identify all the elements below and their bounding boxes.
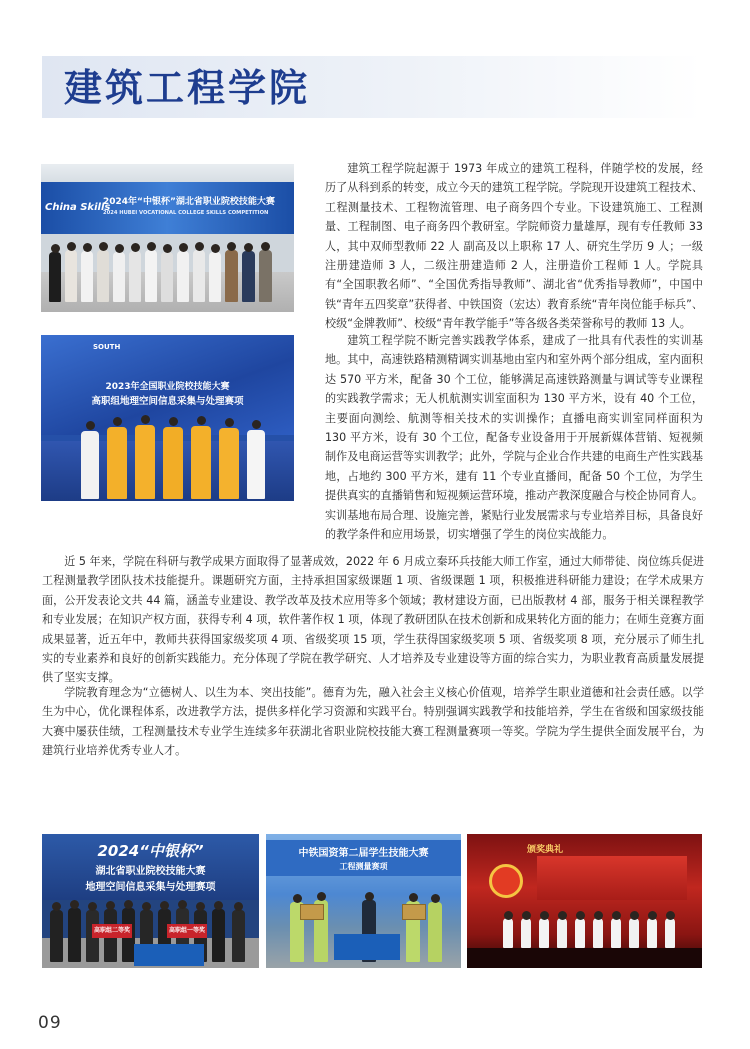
research-achievements-paragraph: 近 5 年来，学院在科研与教学成果方面取得了显著成效，2022 年 6 月成立秦环兵技能大师工作室，通过大师带徒、岗位练兵促进工程测量教学团队技术技能提升。课题研究方面，主持承担国家级课题 1 项、省级课题 1 项，积极推进科研能力建设；在学术成果方面，公开发表论文共 44 篇，涵盖专业建设、教学改革及技术应用等多个领域；教材建设方面，已出版教材 4 部，服务于相关课程教学和专业发展；在知识产权方面，获得专利 4 项，软件著作权 1 项，体现了教研团队在技术创新和成果转化方面的能力；在师生竞赛方面成果显著，近五年中，教师共获得国家级奖项 4 项、省级奖项 15 项，学生获得国家级奖项 5 项、省级奖项 8 项，充分展示了师生扎实的专业素养和良好的创新实践能力。充分体现了学院在教学研究、人才培养及专业建设等方面的综合实力，为职业教育高质量发展提供了坚实支撑。 <box>42 555 704 685</box>
page-number: 09 <box>38 1013 62 1033</box>
certificate-right <box>402 904 426 920</box>
school-flag <box>134 944 204 966</box>
training-base-paragraph: 建筑工程学院不断完善实践教学体系，建成了一批具有代表性的实训基地。其中，高速铁路精测精调实训基地由室内和室外两个部分组成，室内面积达 570 平方米，配备 30 个工位，能够满足高速铁路测量与调试等专业课程的实践教学需求；无人机航测实训室面积为 130 平方米，设有 40 个工位，主要面向测绘、航测等相关技术的实训操作；直播电商实训室同样面积为 130 平方米，设有 30 个工位，配备专业设备用于开展新媒体营销、短视频制作及电商运营等实训教学；此外，学院与企业合作共建的电商生产性实践基地，占地约 300 平方米，建有 11 个专业直播间，配备 50 个工位，为学生提供真实的直播销售和短视频运营环境，推动产教深度融合与校企协同育人。实训基地布局合理、设施完善，紧贴行业发展需求与专业培养目标，具备良好的教学条件和应用场景，切实增强了学生的岗位实战能力。 <box>325 334 703 542</box>
photo-railway-skills-competition <box>266 834 461 968</box>
banner-subtitle: 2024 HUBEI VOCATIONAL COLLEGE SKILLS COMPETITION <box>103 210 269 216</box>
stage-screen-title: 颁奖典礼 <box>527 845 564 855</box>
photo-hubei-competition-2024 <box>41 164 294 312</box>
competition-banner <box>266 840 461 876</box>
banner-subtitle: 高职组地理空间信息采集与处理赛项 <box>91 396 244 407</box>
intro-paragraph: 建筑工程学院起源于 1973 年成立的建筑工程科，伴随学校的发展，经历了从科到系的转变，成立今天的建筑工程学院。学院现开设建筑工程技术、工程测量技术、工程物流管理、电子商务四个专业。下设建筑施工、工程测量、工程制图、电子商务四个教研室。学院师资力量雄厚，现有专任教师 33 人，其中双师型教师 22 人 副高及以上职称 17 人、研究生学历 9 人；一级注册建造师 3 人，二级注册建造师 2 人，注册造价工程师 1 人。学院具有“全国职教名师”、“全国优秀指导教师”、湖北省“优秀指导教师”，中国中铁“青年五四奖章”获得者、中铁国资（宏达）教育系统“青年岗位能手标兵”、校级“金牌教师”、校级“青年教学能手”等各级各类荣誉称号的教师 13 人。 <box>325 162 703 331</box>
banner-brand: China Skills <box>45 202 111 213</box>
stage-screen <box>537 856 687 900</box>
banner-subtitle: 湖北省职业院校技能大赛 <box>95 866 206 877</box>
banner-title: 中铁国资第二届学生技能大赛 <box>298 848 429 859</box>
award-sign-first: 高职组一等奖 <box>167 924 207 938</box>
award-sign-second: 高职组二等奖 <box>92 924 132 938</box>
photo-geospatial-competition-2024 <box>42 834 259 968</box>
certificate-left <box>300 904 324 920</box>
banner-title: 2024年“中银杯”湖北省职业院校技能大赛 <box>103 197 275 207</box>
page-title: 建筑工程学院 <box>64 66 311 110</box>
photo-award-ceremony <box>467 834 702 968</box>
photo-national-competition-2023 <box>41 335 294 501</box>
competition-banner <box>42 834 259 900</box>
banner-subtitle: 工程测量赛项 <box>339 862 388 871</box>
banner-title: 2024“中银杯” <box>97 842 204 860</box>
party-emblem-icon <box>489 864 523 898</box>
competition-banner <box>41 182 294 234</box>
banner-logo: SOUTH <box>93 343 121 351</box>
banner-title: 2023年全国职业院校技能大赛 <box>105 382 230 392</box>
education-philosophy-paragraph: 学院教育理念为“立德树人、以生为本、突出技能”。德育为先，融入社会主义核心价值观，培养学生职业道德和社会责任感。以学生为中心，优化课程体系，改进教学方法，提供多样化学习资源和实践平台。特别强调实践教学和技能培养，学生在省级和国家级技能大赛中屡获佳绩，工程测量技术专业学生连续多年获湖北省职业院校技能大赛工程测量赛项一等奖。学院为学生提供全面发展平台，为建筑行业培养优秀专业人才。 <box>42 686 704 758</box>
banner-event: 地理空间信息采集与处理赛项 <box>85 882 216 893</box>
school-flag <box>334 934 400 960</box>
